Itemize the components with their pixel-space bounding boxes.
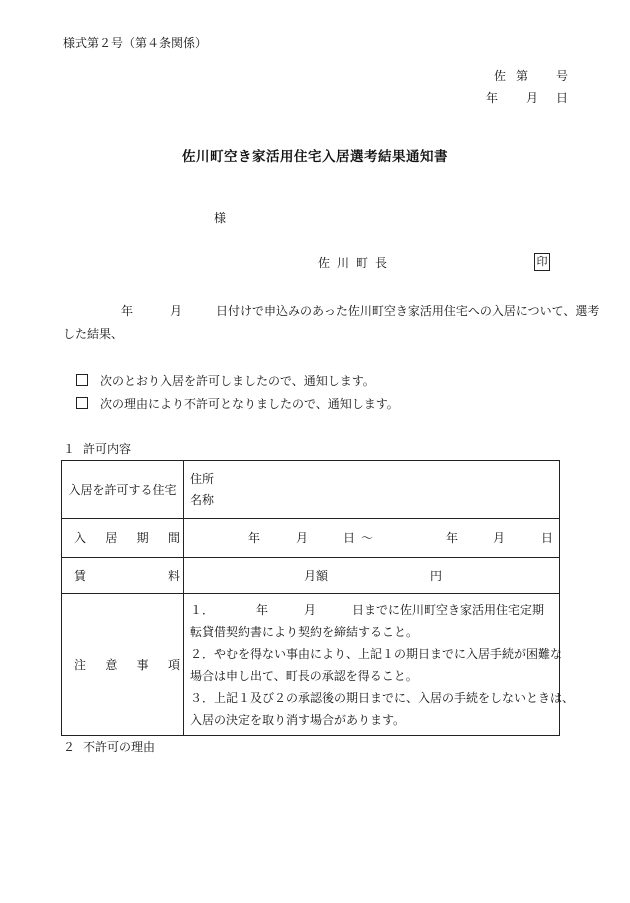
reference-number — [494, 70, 568, 82]
section-2-number: ２ — [63, 740, 76, 754]
approve-checkbox[interactable] — [76, 374, 88, 386]
ref-sa: 佐 — [493, 69, 506, 83]
body-line-2: した結果、 — [63, 327, 124, 341]
date-hi: 日 — [555, 91, 568, 105]
section-1-title: 許可内容 — [83, 442, 132, 456]
document-title: 佐川町空き家活用住宅入居選考結果通知書 — [182, 149, 448, 165]
body-nen: 年 — [121, 304, 134, 318]
period-tilde: ～ — [361, 531, 374, 545]
notes-label: 注 意 事 項 — [74, 657, 180, 672]
period-tsuki-1: 月 — [296, 531, 309, 545]
note-line: 転貸借契約書により契約を締結すること。 — [190, 625, 419, 639]
period-label: 入 居 期 間 — [74, 531, 180, 545]
row-rent — [62, 558, 560, 594]
date-nen: 年 — [485, 91, 498, 105]
period-hi-2: 日 — [541, 531, 554, 545]
section-1-number: １ — [63, 442, 76, 456]
rent-label: 賃 料 — [74, 568, 180, 583]
address-label: 住所 — [190, 471, 215, 486]
house-value[interactable] — [184, 461, 560, 519]
period-value[interactable] — [184, 519, 560, 558]
seal-mark: 印 — [534, 253, 550, 271]
period-nen-1: 年 — [248, 531, 261, 545]
notes-label-cell — [62, 594, 184, 736]
body-tsuki: 月 — [170, 304, 183, 318]
ref-dai: 第 — [515, 69, 528, 83]
rent-monthly: 月額 — [304, 568, 329, 583]
row-house — [62, 461, 560, 519]
note-line: 入居の決定を取り消す場合があります。 — [190, 713, 406, 727]
section-reject-heading — [63, 741, 155, 753]
rent-value[interactable] — [184, 558, 560, 594]
section-2-title: 不許可の理由 — [83, 740, 156, 754]
period-tsuki-2: 月 — [493, 531, 506, 545]
house-label: 入居を許可する住宅 — [62, 461, 184, 519]
issue-date — [486, 92, 568, 104]
option-approve[interactable] — [76, 374, 375, 387]
note-line: 場合は申し出て、町長の承認を得ること。 — [190, 669, 418, 683]
rent-label-cell — [62, 558, 184, 594]
date-tsuki: 月 — [525, 91, 538, 105]
form-number: 様式第２号（第４条関係） — [63, 36, 208, 50]
rent-yen: 円 — [430, 568, 443, 583]
approve-label: 次のとおり入居を許可しましたので、通知します。 — [100, 374, 375, 388]
period-nen-2: 年 — [446, 531, 459, 545]
body-text: 日付けで申込みのあった佐川町空き家活用住宅への入居について、選考 — [216, 304, 600, 318]
section-permit-heading — [63, 443, 131, 455]
row-period — [62, 519, 560, 558]
reject-label: 次の理由により不許可となりましたので、通知します。 — [100, 397, 399, 411]
note-line: ３．上記１及び２の承認後の期日までに、入居の手続をしないときは、 — [190, 691, 575, 705]
ref-go: 号 — [555, 69, 568, 83]
reject-checkbox[interactable] — [76, 397, 88, 409]
addressee-suffix: 様 — [214, 211, 227, 225]
notes-value — [184, 594, 575, 736]
note-line: １． 年 月 日までに佐川町空き家活用住宅定期 — [190, 603, 545, 617]
name-label: 名称 — [190, 492, 215, 507]
issuer-name: 佐川町長 — [318, 256, 395, 270]
note-line: ２．やむを得ない事由により、上記１の期日までに入居手続が困難な — [190, 647, 563, 661]
period-label-cell — [62, 519, 184, 558]
permit-details-table — [61, 460, 575, 736]
body-line-1 — [63, 304, 600, 318]
option-reject[interactable] — [76, 397, 399, 410]
row-notes — [62, 594, 560, 736]
period-hi-1: 日 — [343, 531, 356, 545]
